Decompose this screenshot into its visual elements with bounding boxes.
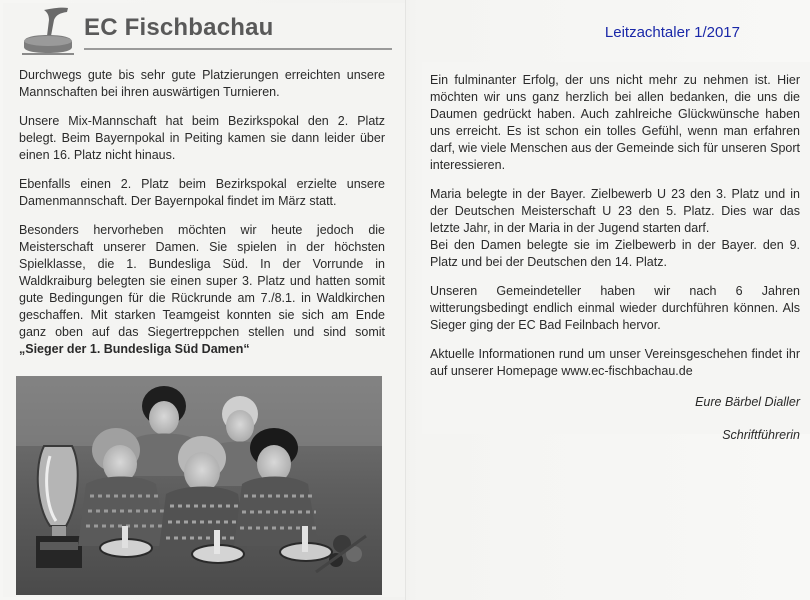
page-divider <box>405 0 406 600</box>
paragraph-homepage: Aktuelle Informationen rund um unser Vereinsgeschehen findet ihr auf unserer Homepage www.ec-fischbachau.de <box>430 347 800 378</box>
right-column <box>430 72 800 458</box>
paragraph-maria-u23: Maria belegte in der Bayer. Zielbewerb U 23 den 3. Platz und in der Deutschen Meisterschaft U 23 den 5. Platz. Dies war das letzte Jahr, in der Maria in der Jugend starten darf. <box>430 187 800 235</box>
paragraph-women-team: Ebenfalls einen 2. Platz beim Bezirkspokal erzielte unsere Damenmannschaft. Der Bayernpokal findet im März statt. <box>19 177 385 208</box>
team-photo <box>16 376 382 595</box>
header-rule <box>84 48 392 50</box>
championship-text: Besonders hervorheben möchten wir heute jedoch die Meisterschaft unserer Damen. Sie spielen in der höchsten Spielklasse, die 1. Bundesliga Süd. In der Vorrunde in Waldkraiburg belegten sie einen super 3. Platz und hatten somit gute Bedingungen für die Rückrunde am 7./8.1. in Waldkirchen geschaffen. Mit starken Teamgeist konnten sie sich am Ende ganz oben auf das Siegertreppchen stellen und sind somit <box>19 223 385 339</box>
club-title: EC Fischbachau <box>84 14 274 41</box>
left-column <box>19 67 385 370</box>
championship-title: „Sieger der 1. Bundesliga Süd Damen“ <box>19 342 250 356</box>
curling-stock-icon <box>18 6 78 56</box>
signature-name: Eure Bärbel Dialler <box>695 395 800 409</box>
paragraph-gemeindeteller: Unseren Gemeindeteller haben wir nach 6 Jahren witterungsbedingt endlich einmal wieder durchführen können. Als Sieger ging der EC Bad Feilnbach hervor. <box>430 284 800 332</box>
paragraph-success: Ein fulminanter Erfolg, der uns nicht mehr zu nehmen ist. Hier möchten wir uns ganz herzlich bei allen bedanken, die uns die Daumen gedrückt haben. Auch zahlreiche Glückwünsche haben uns erreicht. Es ist schon ein tolles Gefühl, wenn man erfahren darf, wie viele Menschen aus der Gemeinde sich für unseren Sport interessieren. <box>430 73 800 172</box>
signature-role: Schriftführerin <box>722 428 800 442</box>
paragraph-placements: Durchwegs gute bis sehr gute Platzierungen erreichten unsere Mannschaften bei ihren auswärtigen Turnieren. <box>19 68 385 99</box>
paragraph-championship <box>19 222 385 358</box>
paragraph-mixed-team: Unsere Mix-Mannschaft hat beim Bezirkspokal den 2. Platz belegt. Beim Bayernpokal in Peiting kamen sie dann leider über einen 16. Platz nicht hinaus. <box>19 114 385 162</box>
issue-label: Leitzachtaler 1/2017 <box>604 24 740 41</box>
paragraph-maria-women: Bei den Damen belegte sie im Zielbewerb in der Bayer. den 9. Platz und bei der Deutschen den 14. Platz. <box>430 238 800 269</box>
